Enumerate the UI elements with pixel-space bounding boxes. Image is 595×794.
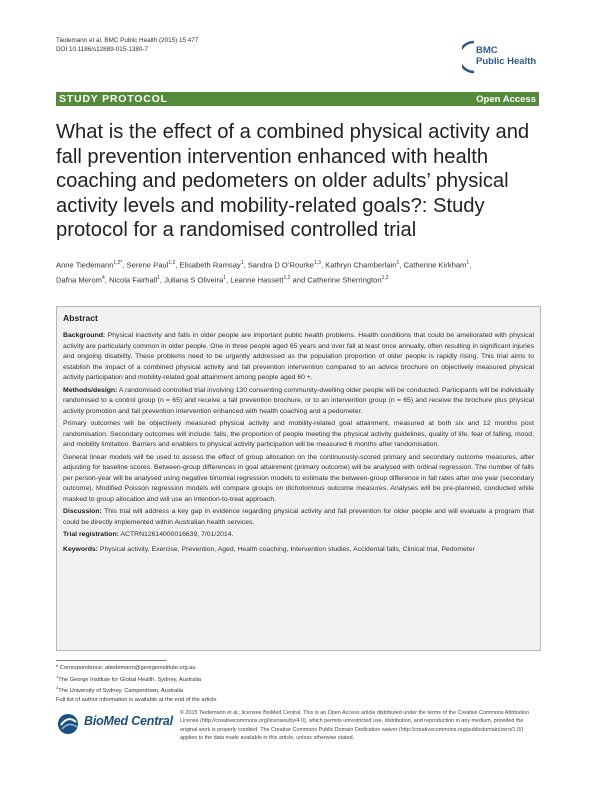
author-line: Dafna Merom$^4$, Nicola Fairhall$^1$, Juliana S Oliveira$^1$, Leanne Hassett$^{1,2}$ and Catherine Sherrington$^{1,2}$ bbox=[56, 274, 389, 285]
methods-label: Methods/design: bbox=[63, 386, 118, 394]
journal-logo-line2: Public Health bbox=[476, 55, 537, 67]
methods-text: General linear models will be used to assess the effect of group allocation on the continuously-scored primary and secondary outcome measures, after adjusting for baseline scores. Between-group differences in goal attainment (primary outcome) will be analysed with ordinal regression. The number of falls per person-year will be analysed using negative binomial regression models to estimate the between-group difference in fall rates after one year (secondary outcome). Modified Poisson regression models will compare groups on dichotomous outcome measures. Analyses will be pre-planned, conducted while masked to group allocation and will use an intention-to-treat approach. bbox=[63, 453, 534, 503]
methods-text: Primary outcomes will be objectively measured physical activity and mobility-related goal attainment, measured at both six and 12 months post randomisation. Secondary outcomes will include: falls, the proportion of people meeting the physical activity guidelines, quality of life, fear of falling, mood, and mobility limitation. Barriers and enablers to physical activity participation will be measured 6 months after randomisation. bbox=[63, 420, 534, 448]
background-label: Background: bbox=[63, 332, 106, 339]
citation-line: Tiedemann et al. BMC Public Health (2015) 15:477 bbox=[56, 37, 199, 44]
affiliation-2: $^2$The University of Sydney, Camperdown, Australia bbox=[56, 685, 183, 694]
full-list-note: Full list of author information is available at the end of the article bbox=[56, 696, 217, 703]
registration-text[interactable]: ACTRN12614000016639, 7/01/2014. bbox=[120, 531, 234, 538]
correspondence-email[interactable]: atiedemann@georgeinstitute.org.au bbox=[105, 665, 196, 671]
citation-header bbox=[56, 36, 198, 54]
license-text: © 2015 Tiedemann et al.; licensee BioMed Central. This is an Open Access article distributed under the terms of the Creative Commons Attribution License (http://creativecommons.org/licenses/by/4.0), which permits unrestricted use, distribution, and reproduction in any medium, provided the original work is properly credited. The Creative Commons Public Domain Dedication waiver (http://creativecommons.org/publicdomain/zero/1.0/) applies to the data made available in this article, unless otherwise stated. bbox=[180, 710, 530, 741]
author-line: Anne Tiedemann$^{1,2*}$, Serene Paul$^{1,2}$, Elisabeth Ramsay$^1$, Sandra D O’Rourke$^{1,3}$, Kathryn Chamberlain$^1$, Catherine Kirkham$^1$, bbox=[56, 260, 472, 270]
publisher-logo-text: BioMed Central bbox=[84, 714, 173, 728]
keywords-label: Keywords: bbox=[63, 545, 98, 553]
article-type-banner bbox=[56, 92, 539, 106]
footnotes bbox=[56, 664, 356, 704]
abstract-registration bbox=[63, 530, 534, 541]
doi-line: DOI 10.1186/s12889-015-1380-7 bbox=[56, 46, 148, 53]
correspondence-note: * Correspondence: atiedemann@georgeinstitute.org.au bbox=[56, 665, 196, 671]
publisher-logo[interactable] bbox=[56, 712, 176, 738]
abstract-methods bbox=[63, 386, 534, 418]
abstract-discussion bbox=[63, 507, 534, 528]
article-title: What is the effect of a combined physical activity and fall prevention intervention enhanced with health coaching and pedometers on older adults’ physical activity levels and mobility-related goals?: Study protocol for a randomised controlled trial bbox=[56, 121, 530, 241]
abstract-methods-cont bbox=[63, 453, 534, 506]
registration-label: Trial registration: bbox=[63, 531, 119, 538]
background-text: Physical inactivity and falls in older people are important public health problems. Health conditions that could be ameliorated with physical activity are particularly common in older people. One in three people aged 65 years and over fall at least once annually, often resulting in significant injuries and ongoing disability. These problems need to be urgently addressed as the population proportion of older people is rapidly rising. This trial aims to establish the impact of a combined physical activity and fall prevention intervention compared to an advice brochure on objectively measured physical activity participation and mobility-related goal attainment among people aged 60 +. bbox=[63, 332, 534, 381]
keywords-text: Physical activity, Exercise, Prevention, Aged, Health coaching, Intervention studies, Accidental falls, Clinical trial, Pedometer bbox=[99, 545, 475, 553]
article-type-label: STUDY PROTOCOL bbox=[59, 93, 168, 105]
abstract-background bbox=[63, 331, 534, 384]
journal-logo[interactable] bbox=[462, 40, 552, 80]
author-list bbox=[56, 257, 546, 286]
footnote-divider bbox=[56, 660, 166, 661]
open-access-label: Open Access bbox=[476, 93, 536, 105]
methods-text: A randomised controlled trial involving 130 consenting community-dwelling older people will be conducted. Participants will be individually randomised to a control group (n = 65) and receive a fall prevention brochure, or to an intervention group (n = 65) and receive the brochure plus physical activity promotion and fall prevention intervention enhanced with health coaching and a pedometer. bbox=[63, 386, 534, 415]
abstract-body bbox=[63, 331, 534, 557]
abstract-keywords bbox=[63, 545, 534, 556]
affiliation-1: $^1$The George Institute for Global Health, Sydney, Australia bbox=[56, 673, 202, 683]
biomed-central-icon bbox=[56, 712, 82, 736]
discussion-text: This trial will address a key gap in evidence regarding physical activity and fall prevention for older people and will evaluate a program that could be directly implemented within Australian health services. bbox=[63, 508, 535, 526]
abstract-methods-cont bbox=[63, 419, 534, 451]
abstract-heading: Abstract bbox=[63, 313, 98, 323]
journal-logo-line1: BMC bbox=[476, 45, 498, 56]
discussion-label: Discussion: bbox=[63, 508, 102, 515]
